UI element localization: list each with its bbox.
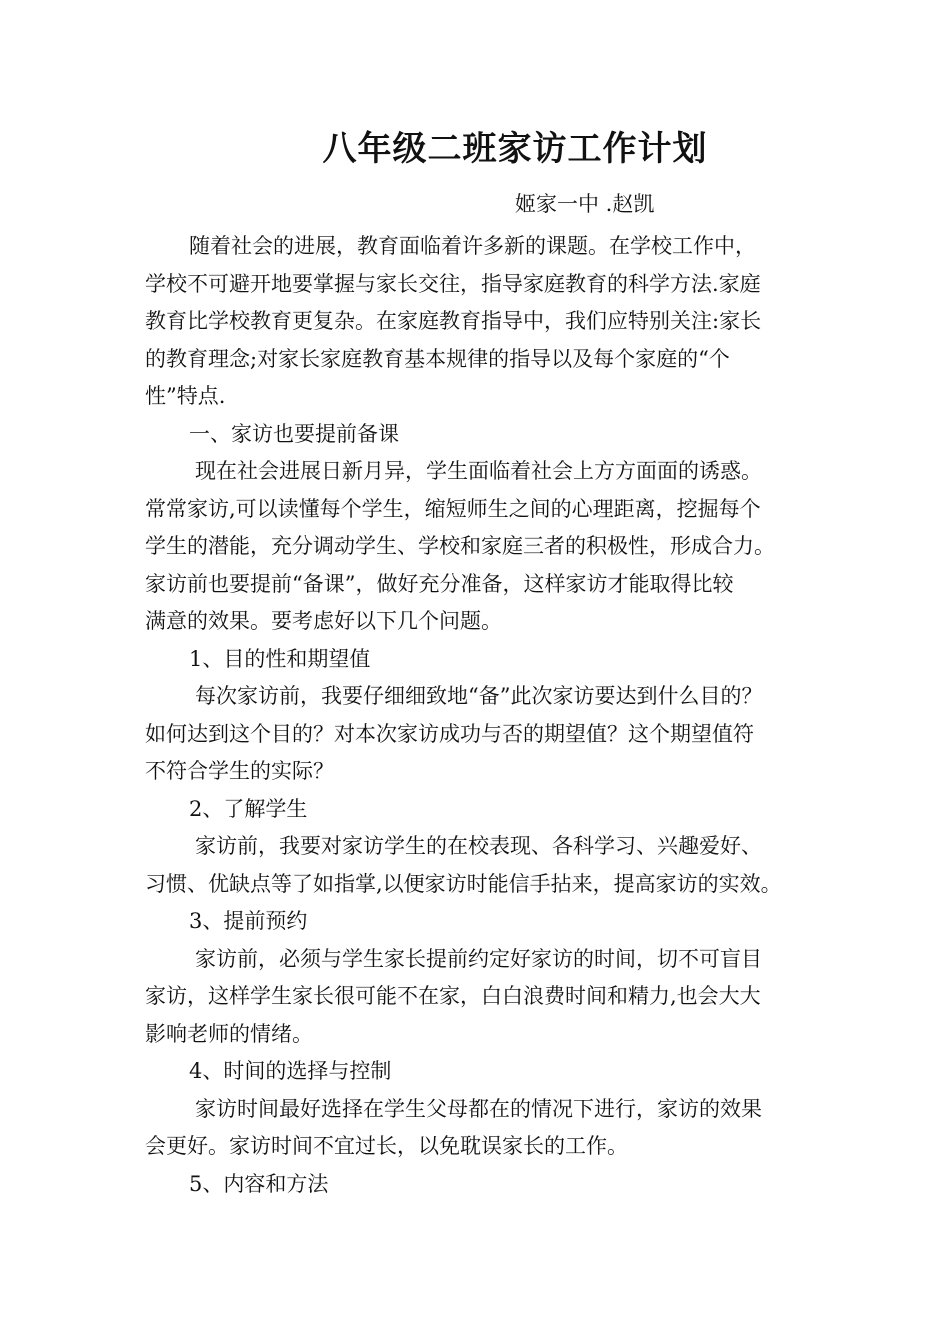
text-line: 每次家访前，我要仔细细致地“备”此次家访要达到什么目的？ bbox=[195, 684, 763, 708]
text-line: 学校不可避开地要掌握与家长交往，指导家庭教育的科学方法.家庭 bbox=[145, 271, 761, 296]
text-line: 会更好。家访时间不宜过长，以免耽误家长的工作。 bbox=[145, 1134, 628, 1158]
text-line: 满意的效果。要考虑好以下几个问题。 bbox=[145, 609, 502, 633]
text-line: 不符合学生的实际？ bbox=[145, 759, 334, 783]
text-line: 性”特点. bbox=[145, 384, 226, 408]
text-line: 家访，这样学生家长很可能不在家，白白浪费时间和精力,也会大大 bbox=[145, 984, 761, 1008]
text-line: 家访时间最好选择在学生父母都在的情况下进行，家访的效果 bbox=[195, 1096, 762, 1121]
text-line: 家访前，必须与学生家长提前约定好家访的时间，切不可盲目 bbox=[195, 946, 762, 971]
text-line: 学生的潜能，充分调动学生、学校和家庭三者的积极性，形成合力。 bbox=[145, 534, 775, 558]
text-line: 教育比学校教育更复杂。在家庭教育指导中，我们应特别关注:家长 bbox=[145, 309, 762, 333]
text-line: 随着社会的进展，教育面临着许多新的课题。在学校工作中， bbox=[189, 234, 756, 258]
section-heading: 5、内容和方法 bbox=[189, 1171, 329, 1196]
section-heading: 1、目的性和期望值 bbox=[189, 646, 371, 671]
section-heading: 4、时间的选择与控制 bbox=[189, 1059, 392, 1083]
text-line: 习惯、优缺点等了如指掌,以便家访时能信手拈来，提高家访的实效。 bbox=[145, 871, 782, 896]
text-line: 影响老师的情绪。 bbox=[145, 1021, 313, 1046]
text-line: 如何达到这个目的？对本次家访成功与否的期望值？这个期望值符 bbox=[145, 721, 754, 746]
document-title: 八年级二班家访工作计划 bbox=[322, 129, 708, 169]
document-body bbox=[145, 228, 815, 1203]
text-line: 现在社会进展日新月异，学生面临着社会上方方面面的诱惑。 bbox=[195, 459, 762, 483]
section-heading: 2、了解学生 bbox=[189, 796, 308, 821]
section-heading: 一、家访也要提前备课 bbox=[189, 421, 399, 446]
text-line: 家访前也要提前“备课”，做好充分准备，这样家访才能取得比较 bbox=[145, 571, 734, 596]
document-author: 姬家一中 .赵凯 bbox=[515, 192, 655, 216]
section-heading: 3、提前预约 bbox=[189, 909, 308, 933]
text-line: 常常家访,可以读懂每个学生，缩短师生之间的心理距离，挖掘每个 bbox=[145, 496, 761, 521]
text-line: 的教育理念;对家长家庭教育基本规律的指导以及每个家庭的“个 bbox=[145, 346, 730, 371]
text-line: 家访前，我要对家访学生的在校表现、各科学习、兴趣爱好、 bbox=[195, 834, 762, 858]
